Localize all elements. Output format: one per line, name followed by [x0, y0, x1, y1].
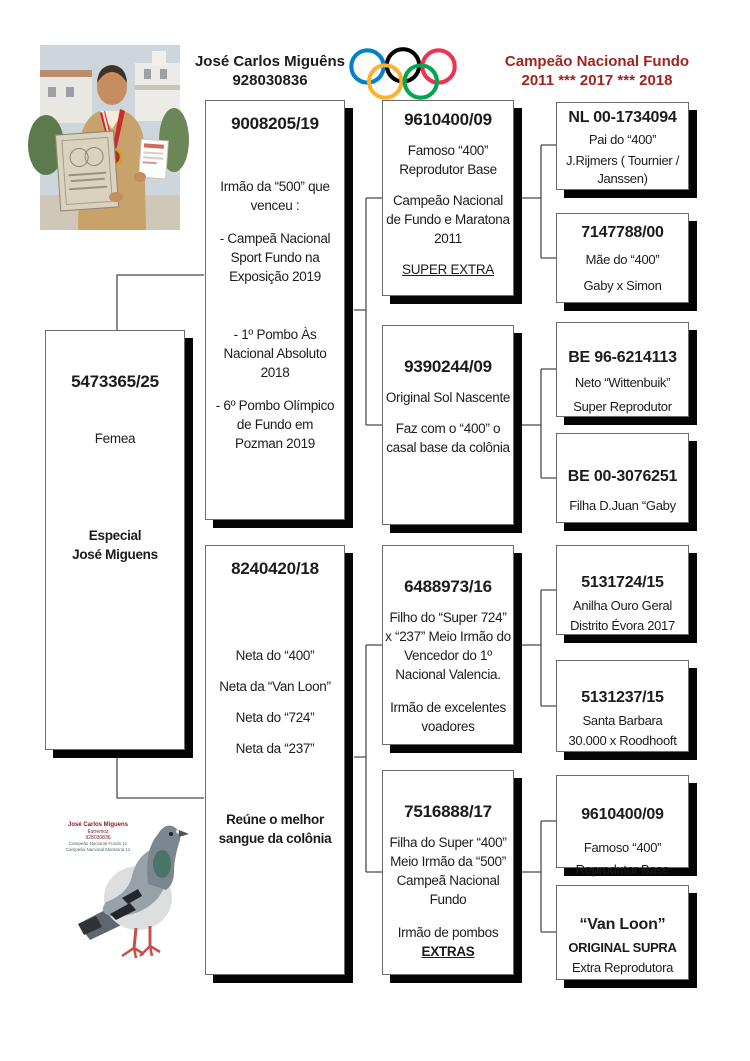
pedigree-box-5131237	[556, 660, 689, 752]
pedigree-box-nl-1734094	[556, 102, 689, 190]
ring-number: BE 00-3076251	[567, 468, 678, 485]
ring-number: 8240420/18	[231, 559, 319, 578]
owner-name: José Carlos Miguêns	[194, 53, 346, 70]
owner-phone: 928030836	[232, 72, 308, 89]
note: Irmão da “500” que venceu :	[220, 179, 330, 213]
pigeon-caption	[57, 822, 139, 853]
note: Famoso “400” Reprodutor Base	[399, 143, 497, 177]
note: SUPER EXTRA	[402, 262, 494, 277]
ring-number: NL 00-1734094	[568, 109, 677, 126]
note: Extra Reprodutora	[571, 960, 674, 975]
header-champion-block	[483, 52, 711, 90]
pedigree-box-7147788	[556, 213, 689, 303]
note: Campeão Nacional de Fundo e Maratona 2011	[386, 193, 510, 246]
note: - 6º Pombo Olímpico de Fundo em Pozman 2019	[215, 398, 335, 451]
pigeon-caption-title2: Campeão Nacional Maratona 11	[65, 847, 131, 852]
header-owner-block	[190, 52, 350, 90]
ring-number: 5131237/15	[581, 689, 664, 706]
pigeon-caption-town: Estremoz	[87, 829, 109, 835]
ring-number: 9008205/19	[231, 114, 319, 133]
champion-years: 2011 *** 2017 *** 2018	[521, 72, 673, 89]
note: Reúne o melhor sangue da colônia	[218, 812, 332, 846]
note: Neta do “400”	[235, 648, 315, 663]
pedigree-box-9610400-repeat	[556, 775, 689, 877]
note-clipped: Reprodutor Base	[575, 862, 670, 877]
note: Irmão de excelentes voadores	[390, 700, 506, 734]
pedigree-box-van-loon	[556, 885, 689, 980]
champion-title: Campeão Nacional Fundo	[504, 53, 690, 70]
note: - Campeã Nacional Sport Fundo na Exposição 2019	[219, 231, 331, 284]
note: Mãe do “400”	[585, 252, 660, 267]
pedigree-box-9610400	[382, 100, 514, 296]
pedigree-box-be00-3076251	[556, 433, 689, 523]
note: Irmão de pombos	[397, 925, 499, 940]
subject-label: Especial	[88, 528, 142, 543]
pedigree-box-9390244	[382, 325, 514, 525]
pedigree-box-5131724	[556, 545, 689, 635]
olympic-rings-icon	[347, 42, 459, 106]
note: Pai do “400”	[588, 132, 657, 147]
note: Santa Barbara	[582, 713, 663, 728]
note: Neta da “237”	[235, 741, 315, 756]
note: Original Sol Nascente	[385, 390, 511, 405]
ring-number: 9390244/09	[404, 357, 492, 376]
pedigree-box-be96-6214113	[556, 322, 689, 417]
note: ORIGINAL SUPRA	[568, 940, 677, 955]
note: Anilha Ouro Geral	[573, 598, 672, 613]
subject-label: José Miguens	[72, 547, 158, 562]
ring-number: BE 96-6214113	[568, 349, 677, 366]
pigeon-caption-name: José Carlos Miguens	[67, 822, 129, 828]
ring-number: 9610400/09	[404, 110, 492, 129]
ring-number: 6488973/16	[404, 577, 492, 596]
note: Super Reprodutor	[573, 399, 672, 414]
note: 30.000 x Roodhooft	[568, 733, 677, 748]
ring-number: 7516888/17	[404, 802, 492, 821]
ring-number: 9610400/09	[581, 806, 664, 823]
note: Gaby x Simon	[583, 278, 662, 293]
note: Distrito Évora 2017	[570, 618, 675, 633]
subject-sex: Femea	[94, 431, 136, 446]
pedigree-box-6488973	[382, 545, 514, 745]
note: - 1º Pombo Às Nacional Absoluto 2018	[223, 327, 327, 380]
note: EXTRAS	[421, 944, 475, 959]
owner-photo	[40, 45, 180, 230]
note: Filho do “Super 724” x “237” Meio Irmão do Vencedor do 1º Nacional Valencia.	[385, 610, 511, 682]
note: Filha D.Juan “Gaby	[569, 498, 676, 513]
ring-number: 5131724/15	[581, 574, 664, 591]
note: J.Rijmers ( Tournier / Janssen)	[565, 153, 680, 186]
note: Filha do Super “400” Meio Irmão da “500” Campeã Nacional Fundo	[389, 835, 507, 907]
note: Neta da “Van Loon”	[219, 679, 331, 694]
note: Faz com o “400” o casal base da colônia	[386, 421, 510, 455]
ring-number: 5473365/25	[71, 372, 159, 391]
pedigree-box-sire	[205, 100, 345, 520]
ring-number: 7147788/00	[581, 224, 664, 241]
pedigree-box-7516888	[382, 770, 514, 975]
pedigree-box-subject	[45, 330, 185, 750]
ring-number: “Van Loon”	[579, 916, 666, 933]
note: Famoso “400”	[583, 840, 662, 855]
pigeon-caption-phone: 928030836	[85, 835, 111, 841]
pigeon-caption-title1: Campeão Nacional Fundo 11	[68, 841, 128, 846]
note: Neto “Wittenbuik”	[574, 375, 671, 390]
pedigree-box-dam	[205, 545, 345, 975]
note: Neta do “724”	[235, 710, 315, 725]
